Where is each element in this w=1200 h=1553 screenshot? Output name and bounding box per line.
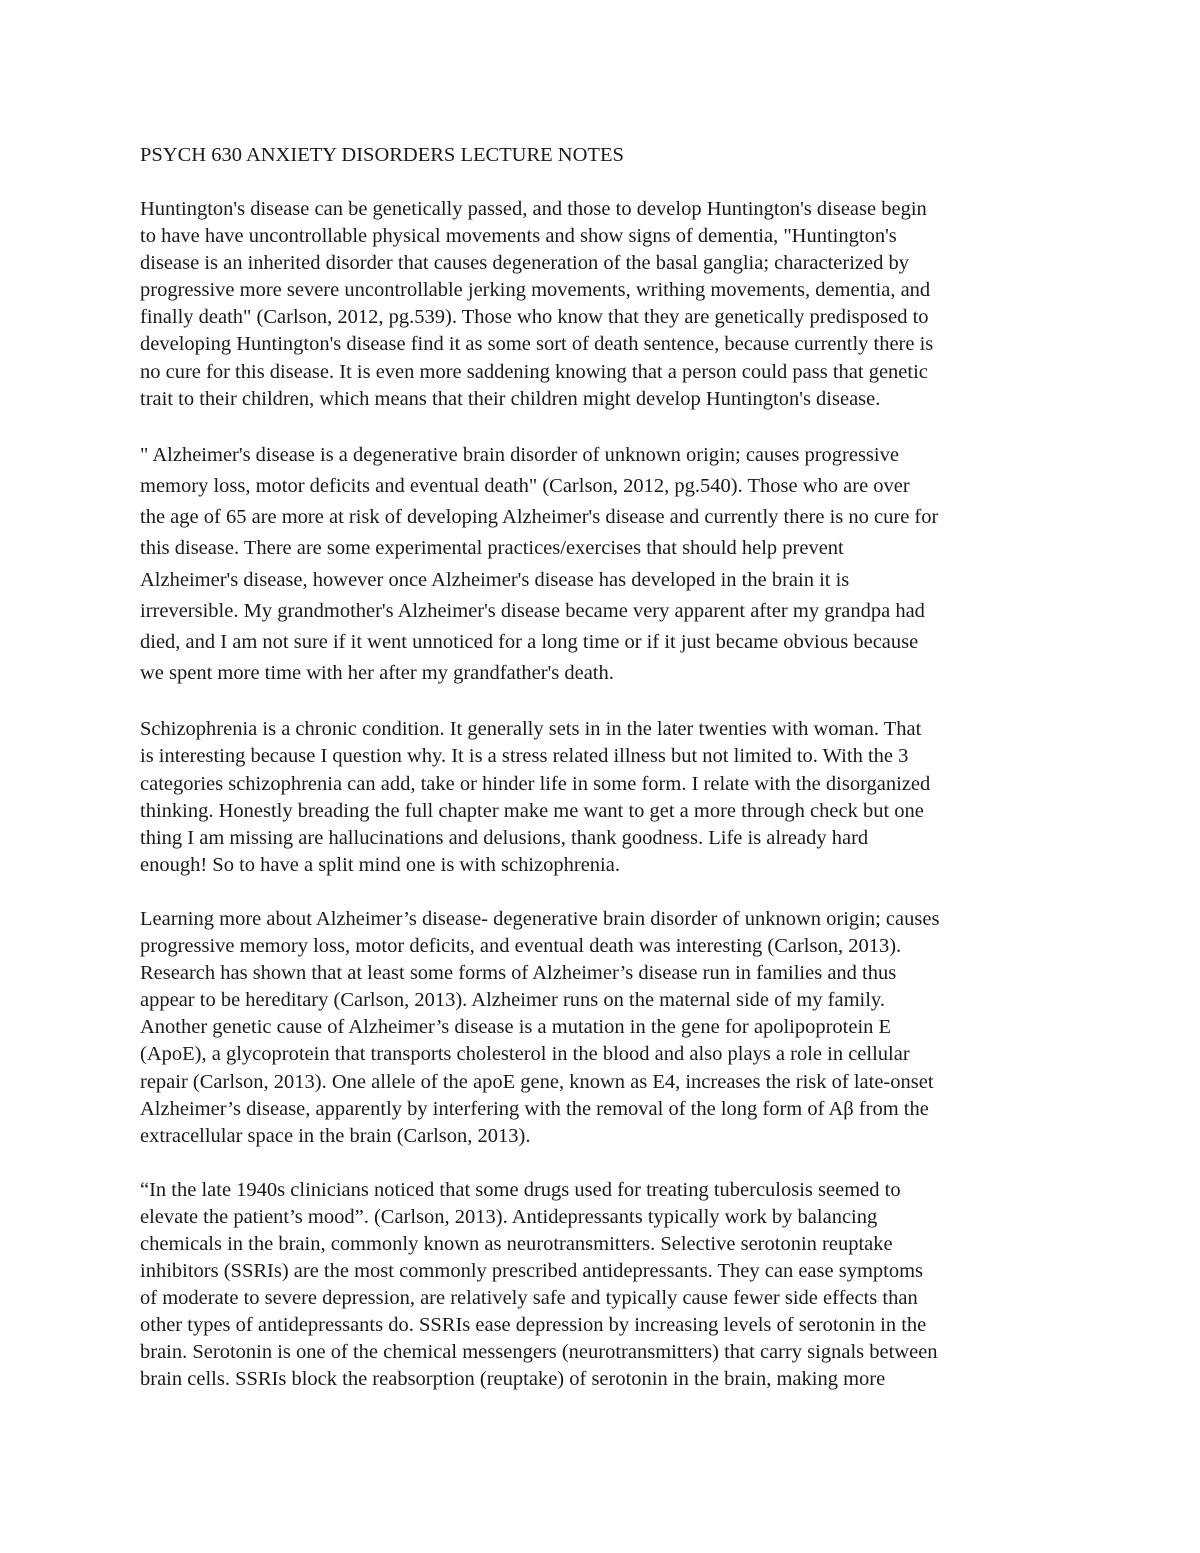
text-line: trait to their children, which means that their children might develop Huntington's disease.	[140, 387, 881, 410]
text-line: progressive more severe uncontrollable jerking movements, writhing movements, dementia, and	[140, 279, 931, 302]
text-line: to have have uncontrollable physical movements and show signs of dementia, "Huntington's	[140, 225, 897, 248]
text-line: Another genetic cause of Alzheimer’s disease is a mutation in the gene for apolipoprotein E	[140, 1016, 892, 1039]
paragraph-huntingtons	[140, 196, 1070, 413]
text-line: memory loss, motor deficits and eventual death" (Carlson, 2012, pg.540). Those who are over	[140, 474, 910, 497]
paragraph-alzheimers-genetics	[140, 906, 1070, 1150]
text-line: Research has shown that at least some forms of Alzheimer’s disease run in families and thus	[140, 962, 897, 985]
text-line: brain cells. SSRIs block the reabsorption (reuptake) of serotonin in the brain, making more	[140, 1368, 886, 1391]
text-line: extracellular space in the brain (Carlson, 2013).	[140, 1124, 531, 1147]
text-line: (ApoE), a glycoprotein that transports cholesterol in the blood and also plays a role in cellular	[140, 1043, 910, 1066]
text-line: Schizophrenia is a chronic condition. It generally sets in in the later twenties with woman. That	[140, 718, 922, 741]
text-line: disease is an inherited disorder that causes degeneration of the basal ganglia; characterized by	[140, 252, 910, 275]
text-line: this disease. There are some experimental practices/exercises that should help prevent	[140, 537, 844, 560]
text-line: irreversible. My grandmother's Alzheimer's disease became very apparent after my grandpa had	[140, 599, 925, 622]
text-line: appear to be hereditary (Carlson, 2013). Alzheimer runs on the maternal side of my family.	[140, 989, 885, 1012]
paragraph-schizophrenia	[140, 716, 1070, 879]
text-line: brain. Serotonin is one of the chemical messengers (neurotransmitters) that carry signals between	[140, 1341, 938, 1364]
paragraph-antidepressants	[140, 1177, 1070, 1394]
text-line: thing I am missing are hallucinations and delusions, thank goodness. Life is already hard	[140, 826, 869, 849]
text-line: of moderate to severe depression, are relatively safe and typically cause fewer side effects than	[140, 1287, 918, 1310]
text-line: chemicals in the brain, commonly known as neurotransmitters. Selective serotonin reuptake	[140, 1232, 893, 1255]
text-line: other types of antidepressants do. SSRIs ease depression by increasing levels of serotonin in the	[140, 1314, 927, 1337]
text-line: the age of 65 are more at risk of developing Alzheimer's disease and currently there is no cure for	[140, 506, 939, 529]
text-line: finally death" (Carlson, 2012, pg.539). Those who know that they are genetically predisposed to	[140, 306, 929, 329]
text-line: elevate the patient’s mood”. (Carlson, 2013). Antidepressants typically work by balancing	[140, 1205, 878, 1228]
text-line: Learning more about Alzheimer’s disease- degenerative brain disorder of unknown origin; causes	[140, 907, 940, 930]
text-line: " Alzheimer's disease is a degenerative brain disorder of unknown origin; causes progressive	[140, 443, 899, 466]
text-line: thinking. Honestly breading the full chapter make me want to get a more through check but one	[140, 799, 924, 822]
text-line: died, and I am not sure if it went unnoticed for a long time or if it just became obvious because	[140, 630, 919, 653]
paragraph-alzheimers-quote	[140, 440, 1070, 690]
text-line: we spent more time with her after my grandfather's death.	[140, 662, 614, 685]
text-line: is interesting because I question why. It is a stress related illness but not limited to. With the 3	[140, 745, 909, 768]
document-body	[140, 142, 1070, 1421]
text-line: “In the late 1940s clinicians noticed that some drugs used for treating tuberculosis seemed to	[140, 1178, 901, 1201]
text-line: developing Huntington's disease find it as some sort of death sentence, because currently there is	[140, 333, 934, 356]
text-line: progressive memory loss, motor deficits, and eventual death was interesting (Carlson, 2013).	[140, 935, 902, 958]
text-line: Alzheimer’s disease, apparently by interfering with the removal of the long form of Aβ from the	[140, 1097, 929, 1120]
text-line: Alzheimer's disease, however once Alzheimer's disease has developed in the brain it is	[140, 568, 850, 591]
text-line: repair (Carlson, 2013). One allele of the apoE gene, known as E4, increases the risk of late-onset	[140, 1070, 934, 1093]
text-line: inhibitors (SSRIs) are the most commonly prescribed antidepressants. They can ease symptoms	[140, 1260, 924, 1283]
document-title: PSYCH 630 ANXIETY DISORDERS LECTURE NOTES	[140, 144, 624, 166]
text-line: Huntington's disease can be genetically passed, and those to develop Huntington's disease begin	[140, 198, 927, 220]
text-line: enough! So to have a split mind one is with schizophrenia.	[140, 853, 620, 876]
text-line: no cure for this disease. It is even more saddening knowing that a person could pass that genetic	[140, 360, 928, 383]
text-line: categories schizophrenia can add, take or hinder life in some form. I relate with the disorganized	[140, 772, 931, 795]
